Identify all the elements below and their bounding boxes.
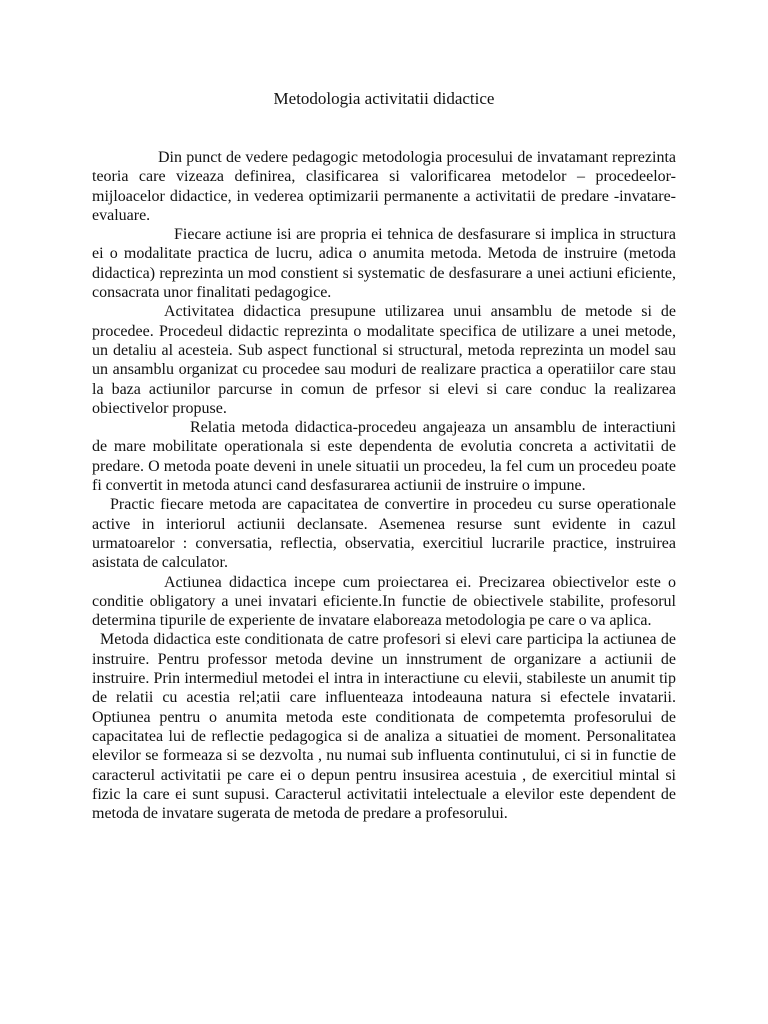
paragraph: Fiecare actiune isi are propria ei tehnica de desfasurare si implica in structura ei o modalitate practica de lucru, adica o anumita metoda. Metoda de instruire (metoda didactica) reprezinta un mod constient si systematic de desfasurare a unei actiuni eficiente, consacrata unor finalitati pedagogice. — [92, 226, 676, 302]
paragraph: Activitatea didactica presupune utilizarea unui ansamblu de metode si de procedee. Procedeul didactic reprezinta o modalitate specifica de utilizare a unei metode, un detaliu al acesteia. Sub aspect functional si structural, metoda reprezinta un model sau un ansamblu organizat cu procedee sau moduri de realizare practica a operatiilor care stau la baza actiunilor parcurse in comun de prfesor si elevi si care conduc la realizarea obiectivelor propuse. — [92, 303, 676, 417]
paragraph: Practic fiecare metoda are capacitatea de convertire in procedeu cu surse operationale active in interiorul actiunii declansate. Asemenea resurse sunt evidente in cazul urmatoarelor : conversatia, reflectia, observatia, exercitiul lucrarile practice, instruirea asistata de calculator. — [92, 496, 676, 572]
paragraph: Metoda didactica este conditionata de catre profesori si elevi care participa la actiunea de instruire. Pentru professor metoda devine un innstrument de organizare a actiunii de instruire. Prin intermediul metodei el intra in interactiune cu elevii, stabileste un anumit tip de relatii cu acestia rel;atii care influenteaza intodeauna natura si efectele invatarii. Optiunea pentru o anumita metoda este conditionata de competemta profesorului de capacitatea lui de reflectie pedagogica si de analiza a situatiei de moment. Personalitatea elevilor se formeaza si se dezvolta , nu numai sub influenta continutului, ci si in functie de caracterul activitatii pe care ei o depun pentru insusirea acestuia , de exercitiul mintal si fizic la care ei sunt supusi. Caracterul activitatii intelectuale a elevilor este dependent de metoda de invatare sugerata de metoda de predare a profesorului. — [92, 631, 676, 823]
paragraph: Actiunea didactica incepe cum proiectarea ei. Precizarea obiectivelor este o conditie obligatory a unei invatari eficiente.In functie de obiectivele stabilite, profesorul determina tipurile de experiente de invatare elaboreaza metodologia pe care o va aplica. — [92, 573, 676, 630]
document-title: Metodologia activitatii didactice — [273, 89, 495, 108]
paragraph: Relatia metoda didactica-procedeu angajeaza un ansamblu de interactiuni de mare mobilitate operationala si este dependenta de evolutia concreta a activitatii de predare. O metoda poate deveni in unele situatii un procedeu, la fel cum un procedeu poate fi convertit in metoda atunci cand desfasurarea actiunii de instruire o impune. — [92, 419, 676, 495]
document-body — [92, 148, 676, 823]
paragraph: Din punct de vedere pedagogic metodologia procesului de invatamant reprezinta teoria care vizeaza definirea, clasificarea si valorificarea metodelor – procedeelor- mijloacelor didactice, in vederea optimizarii permanente a activitatii de predare -invatare- evaluare. — [92, 149, 676, 224]
